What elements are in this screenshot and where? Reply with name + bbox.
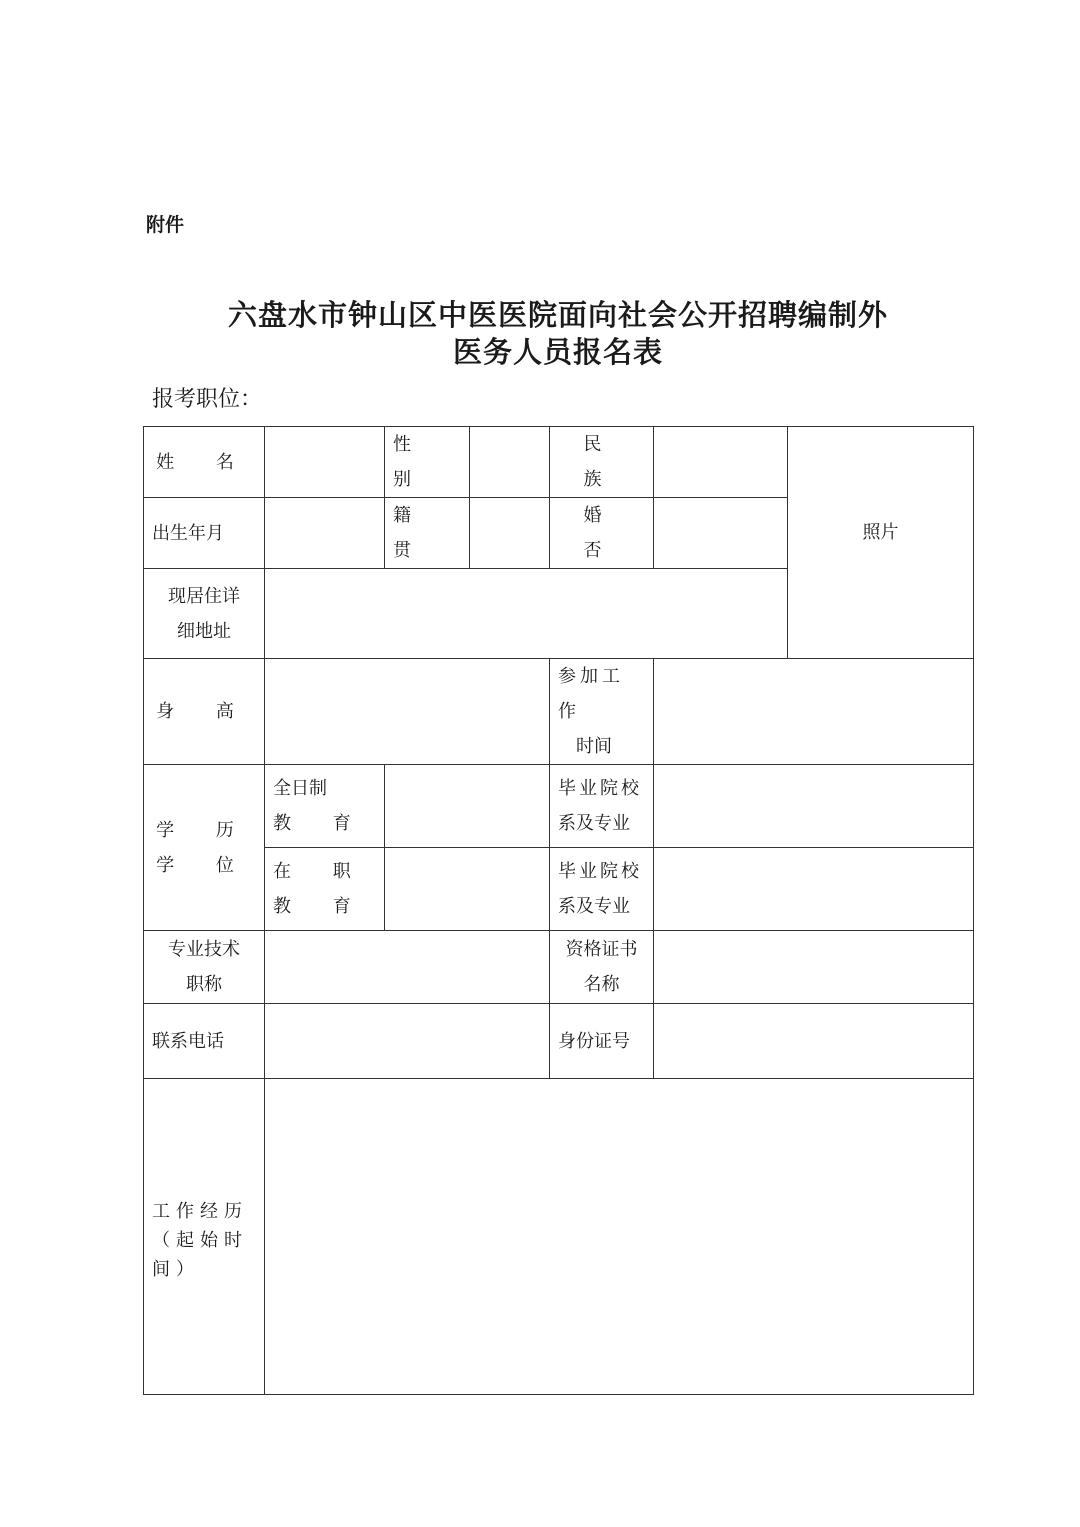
row-fulltime-education [144,765,974,848]
work-start-field[interactable] [654,659,974,765]
work-history-label-line-3: 间） [152,1259,200,1280]
work-start-label-line-1: 参加工作 [558,666,624,722]
row-parttime-education [144,848,974,931]
parttime-school-label-line-2: 系及专业 [558,896,630,917]
parttime-label [265,848,385,931]
idcard-field[interactable] [654,1004,974,1079]
marital-field[interactable] [654,498,788,569]
education-label-line-2: 学 位 [156,854,252,876]
fulltime-school-label-line-1: 毕业院校 [558,778,642,799]
work-history-label-line-1: 工作经历 [152,1201,248,1222]
ethnicity-label: 民 族 [550,427,654,498]
fulltime-degree-field[interactable] [385,765,550,848]
work-history-field[interactable] [265,1079,974,1395]
name-label: 姓 名 [144,427,265,498]
parttime-school-label-line-1: 毕业院校 [558,861,642,882]
fulltime-school-label [550,765,654,848]
professional-title-field[interactable] [265,931,550,1004]
professional-title-label-line-1: 专业技术 [168,939,240,960]
fulltime-school-label-line-2: 系及专业 [558,813,630,834]
origin-field[interactable] [470,498,550,569]
phone-field[interactable] [265,1004,550,1079]
row-contact [144,1004,974,1079]
row-height [144,659,974,765]
photo-box[interactable] [788,427,974,659]
applied-position-label: 报考职位： [152,387,263,412]
photo-label: 照片 [862,522,899,543]
parttime-label-line-2: 教 育 [273,896,369,917]
education-label [144,765,265,931]
work-start-label [550,659,654,765]
birth-field[interactable] [265,498,385,569]
fulltime-label-line-2: 教 育 [273,813,369,834]
phone-label: 联系电话 [144,1004,265,1079]
form-title-line-2: 医务人员报名表 [452,335,663,369]
work-history-label [144,1079,265,1395]
address-label-line-1: 现居住详 [168,585,240,607]
work-start-label-line-2: 时间 [576,736,612,757]
row-professional-title [144,931,974,1004]
registration-form-table [143,426,974,1395]
form-title-line-1: 六盘水市钟山区中医医院面向社会公开招聘编制外 [227,298,888,332]
parttime-label-line-1: 在 职 [273,861,369,882]
fulltime-label [265,765,385,848]
fulltime-label-line-1: 全日制 [273,778,327,799]
professional-title-label-line-2: 职称 [186,974,222,995]
professional-title-label [144,931,265,1004]
parttime-school-label [550,848,654,931]
gender-field[interactable] [470,427,550,498]
fulltime-school-field[interactable] [654,765,974,848]
certificate-field[interactable] [654,931,974,1004]
education-label-line-1: 学 历 [156,819,252,841]
ethnicity-field[interactable] [654,427,788,498]
address-field[interactable] [265,569,788,659]
certificate-label-line-2: 名称 [583,974,620,995]
address-label [144,569,265,659]
parttime-degree-field[interactable] [385,848,550,931]
marital-label: 婚 否 [550,498,654,569]
attachment-label: 附件 [146,214,185,236]
birth-label: 出生年月 [144,498,265,569]
row-work-history [144,1079,974,1395]
gender-label: 性 别 [385,427,470,498]
address-label-line-2: 细地址 [177,620,231,642]
row-name [144,427,974,498]
height-label: 身 高 [144,659,265,765]
origin-label: 籍 贯 [385,498,470,569]
idcard-label: 身份证号 [550,1004,654,1079]
certificate-label [550,931,654,1004]
work-history-label-line-2: （起始时 [152,1230,248,1251]
certificate-label-line-1: 资格证书 [565,939,638,960]
parttime-school-field[interactable] [654,848,974,931]
name-field[interactable] [265,427,385,498]
height-field[interactable] [265,659,550,765]
